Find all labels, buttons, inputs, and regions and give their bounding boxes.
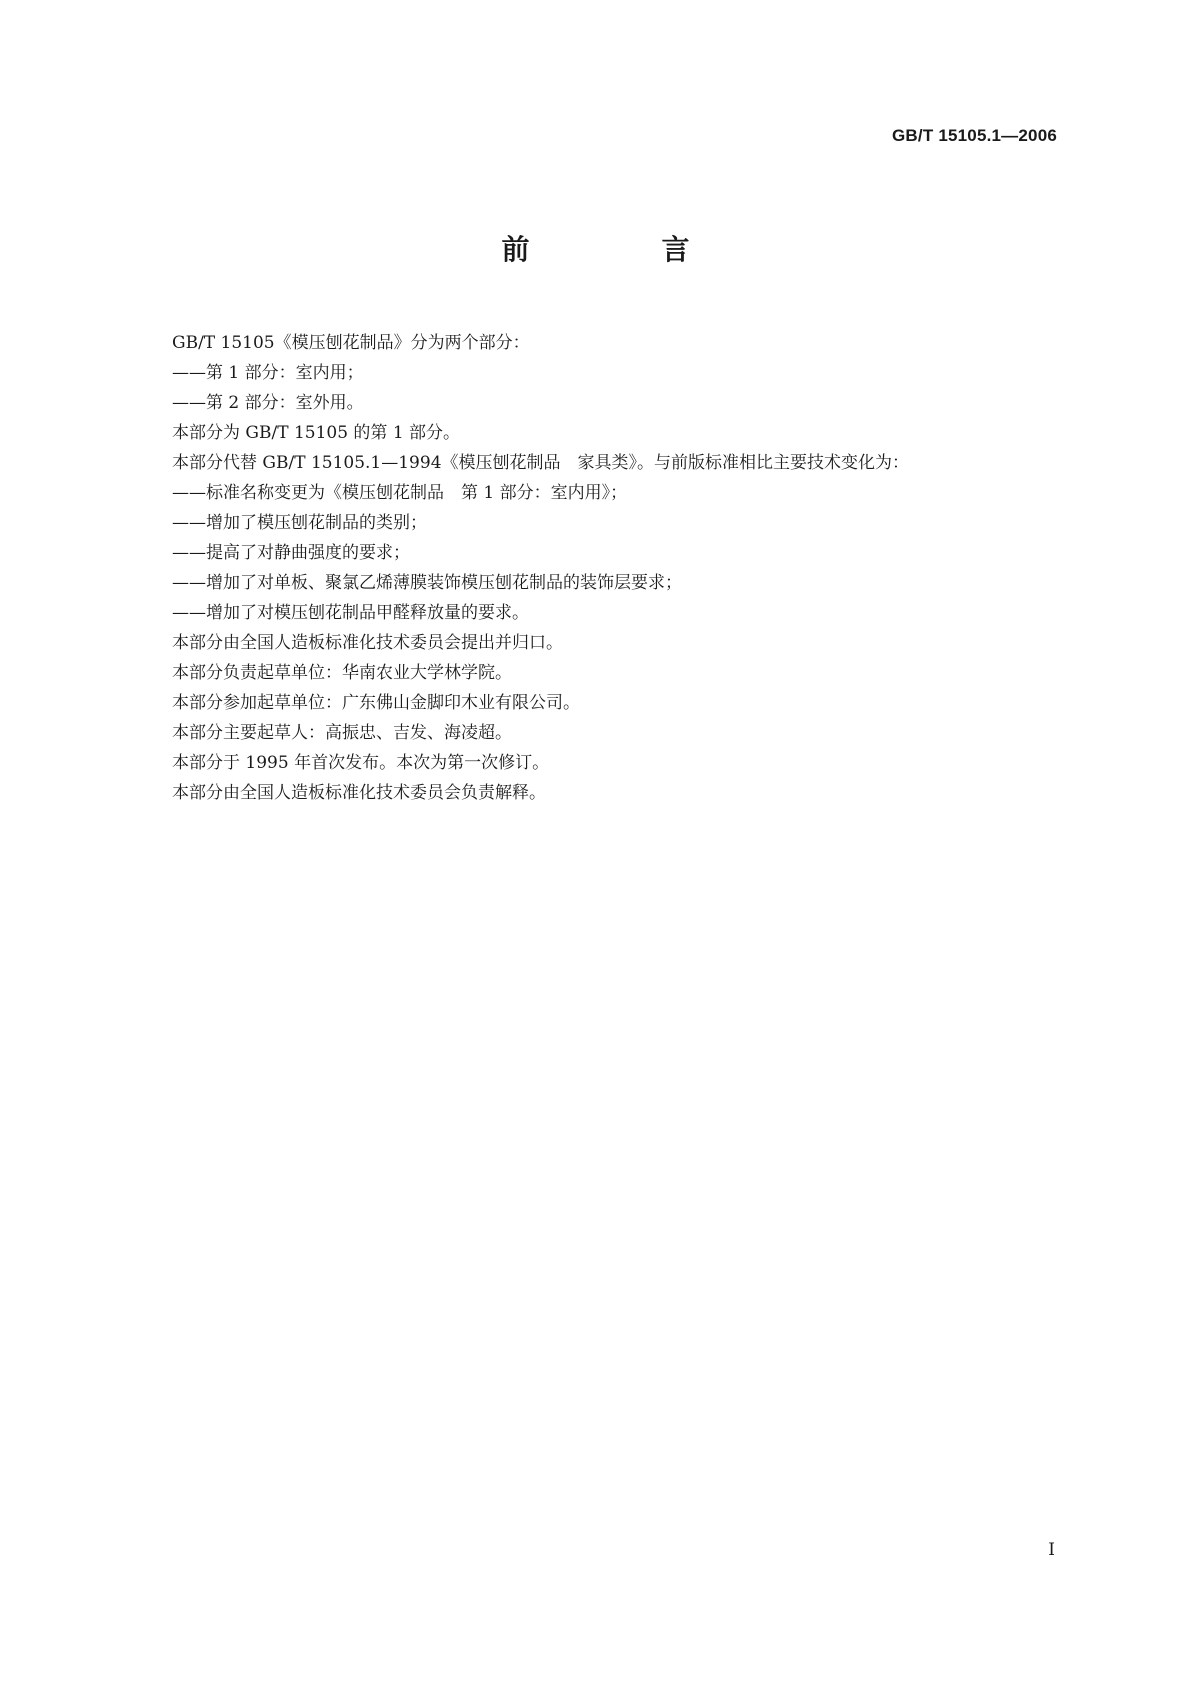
page-number: I <box>1048 1540 1055 1560</box>
standard-code: GB/T 15105.1—2006 <box>892 126 1057 145</box>
list-item: ——增加了对模压刨花制品甲醛释放量的要求。 <box>172 603 529 623</box>
paragraph: 本部分由全国人造板标准化技术委员会负责解释。 <box>172 783 546 803</box>
paragraph: 本部分于 1995 年首次发布。本次为第一次修订。 <box>172 753 550 773</box>
paragraph: 本部分由全国人造板标准化技术委员会提出并归口。 <box>172 633 563 653</box>
list-item: ——第 1 部分：室内用； <box>172 363 364 383</box>
paragraph: 本部分代替 GB/T 15105.1—1994《模压刨花制品 家具类》。与前版标准相比主要技术变化为： <box>172 453 910 473</box>
list-item: ——标准名称变更为《模压刨花制品 第 1 部分：室内用》； <box>172 483 628 503</box>
paragraph: 本部分参加起草单位：广东佛山金脚印木业有限公司。 <box>172 693 580 713</box>
list-item: ——提高了对静曲强度的要求； <box>172 543 410 563</box>
paragraph: 本部分为 GB/T 15105 的第 1 部分。 <box>172 423 461 443</box>
list-item: ——增加了对单板、聚氯乙烯薄膜装饰模压刨花制品的装饰层要求； <box>172 573 682 593</box>
paragraph: 本部分负责起草单位：华南农业大学林学院。 <box>172 663 512 683</box>
paragraph: 本部分主要起草人：高振忠、吉发、海凌超。 <box>172 723 512 743</box>
paragraph: GB/T 15105《模压刨花制品》分为两个部分： <box>172 333 530 353</box>
list-item: ——第 2 部分：室外用。 <box>172 393 364 413</box>
page-title: 前 言 <box>501 233 742 266</box>
foreword-body <box>172 328 1072 808</box>
list-item: ——增加了模压刨花制品的类别； <box>172 513 427 533</box>
